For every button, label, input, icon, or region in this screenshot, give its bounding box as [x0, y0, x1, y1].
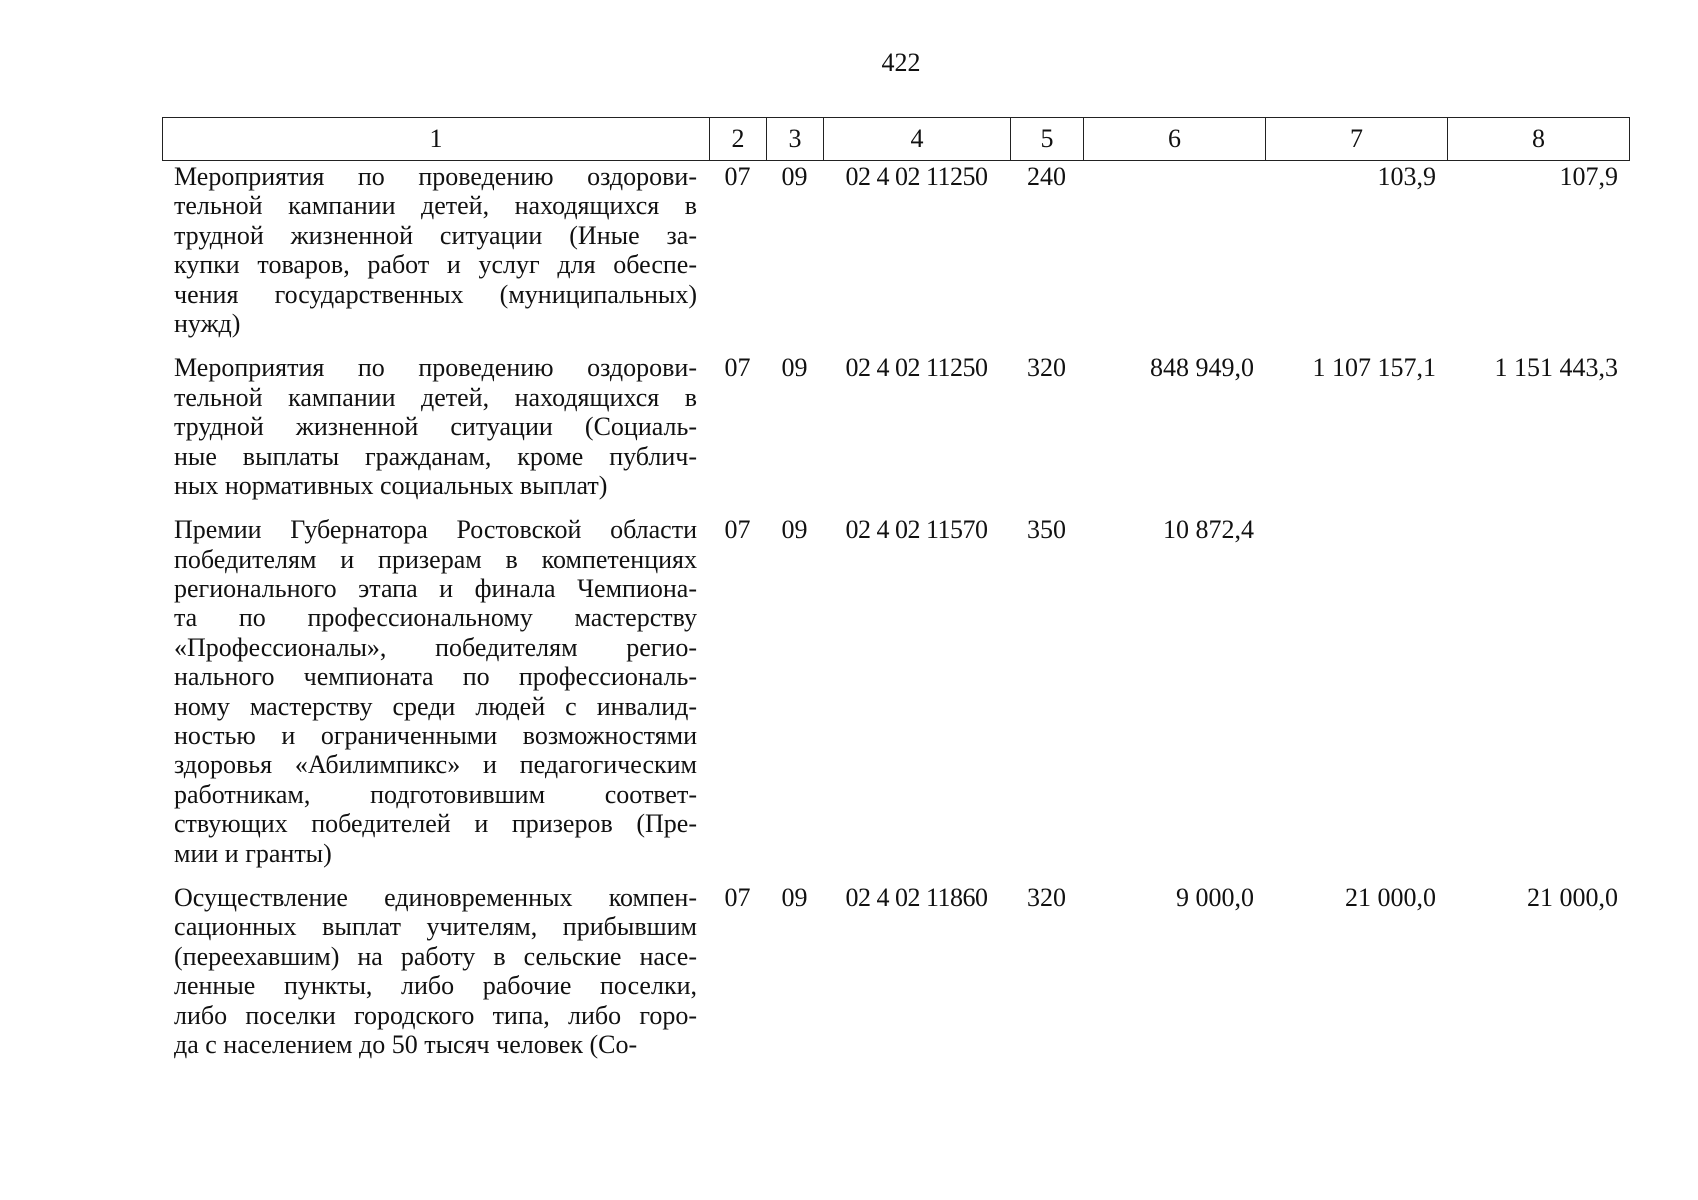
description-line: ному мастерству среди людей с инвалид-: [174, 691, 697, 721]
description-line: нужд): [174, 308, 241, 338]
description-line: чения государственных (муниципальных): [174, 279, 697, 309]
amount-col-8: [1447, 515, 1629, 883]
subsection-code: 09: [781, 515, 808, 545]
description-line: ленные пункты, либо рабочие поселки,: [174, 971, 697, 1001]
header-col-4: 4: [824, 118, 1011, 161]
header-col-8: 8: [1448, 118, 1630, 161]
section-code: 07: [724, 882, 751, 912]
amount-col-6: [1083, 162, 1265, 353]
description-line: та по профессиональному мастерству: [174, 603, 697, 633]
description-line: регионального этапа и финала Чемпиона-: [174, 574, 697, 604]
header-col-2: 2: [710, 118, 767, 161]
row-description: [162, 515, 709, 883]
subsection-code: 09: [781, 353, 808, 383]
description-line: «Профессионалы», победителям регио-: [174, 632, 697, 662]
section-code: 07: [724, 515, 751, 545]
table-header: [162, 117, 1630, 161]
table-row: [162, 515, 1629, 883]
header-col-5: 5: [1011, 118, 1084, 161]
section-code: 07: [724, 162, 751, 191]
description-line: Осуществление единовременных компен-: [174, 882, 697, 912]
target-article-code: 02 4 02 11250: [845, 353, 988, 383]
description-line: тельной кампании детей, находящихся в: [174, 382, 697, 412]
row-description: [162, 162, 709, 353]
table-row: [162, 353, 1629, 515]
target-article-code: 02 4 02 11570: [845, 515, 988, 545]
table-rows: [162, 162, 1629, 1074]
amount-col-8: 107,9: [1559, 162, 1618, 191]
description-line: купки товаров, работ и услуг для обеспе-: [174, 250, 697, 280]
table-row: [162, 162, 1629, 353]
description-line: Мероприятия по проведению оздорови-: [174, 353, 697, 383]
subsection-code: 09: [781, 882, 808, 912]
description-line: нального чемпионата по профессиональ-: [174, 662, 697, 692]
description-line: трудной жизненной ситуации (Иные за-: [174, 220, 697, 250]
amount-col-6: 848 949,0: [1150, 353, 1254, 383]
description-line: либо поселки городского типа, либо горо-: [174, 1000, 697, 1030]
header-col-7: 7: [1266, 118, 1448, 161]
description-line: здоровья «Абилимпикс» и педагогическим: [174, 750, 697, 780]
target-article-code: 02 4 02 11860: [845, 882, 988, 912]
amount-col-7: 1 107 157,1: [1312, 353, 1436, 383]
section-code: 07: [724, 353, 751, 383]
expense-type-code: 240: [1027, 162, 1066, 191]
description-line: да с населением до 50 тысяч человек (Со-: [174, 1029, 638, 1059]
description-line: (переехавшим) на работу в сельские насе-: [174, 941, 697, 971]
table-row: [162, 883, 1629, 1074]
description-line: тельной кампании детей, находящихся в: [174, 191, 697, 221]
header-row: [163, 118, 1630, 161]
subsection-code: 09: [781, 162, 808, 191]
description-line: ностью и ограниченными возможностями: [174, 721, 697, 751]
target-article-code: 02 4 02 11250: [845, 162, 988, 191]
amount-col-6: 10 872,4: [1163, 515, 1254, 545]
description-line: Мероприятия по проведению оздорови-: [174, 162, 697, 191]
description-line: победителям и призерам в компетенциях: [174, 544, 697, 574]
description-line: мии и гранты): [174, 838, 332, 868]
header-col-3: 3: [767, 118, 824, 161]
amount-col-8: 21 000,0: [1527, 882, 1618, 912]
expense-type-code: 320: [1027, 353, 1066, 383]
expense-type-code: 320: [1027, 882, 1066, 912]
table-body: [162, 162, 1629, 1074]
description-line: работникам, подготовившим соответ-: [174, 779, 697, 809]
description-line: ных нормативных социальных выплат): [174, 470, 608, 500]
amount-col-7: 103,9: [1377, 162, 1436, 191]
page-number: 422: [881, 48, 921, 77]
description-line: сационных выплат учителям, прибывшим: [174, 912, 697, 942]
description-line: трудной жизненной ситуации (Социаль-: [174, 412, 697, 442]
row-description: [162, 883, 709, 1074]
header-col-1: 1: [163, 118, 710, 161]
row-description: [162, 353, 709, 515]
description-line: ствующих победителей и призеров (Пре-: [174, 809, 697, 839]
amount-col-7: 21 000,0: [1345, 882, 1436, 912]
description-line: ные выплаты гражданам, кроме публич-: [174, 441, 697, 471]
expense-type-code: 350: [1027, 515, 1066, 545]
amount-col-8: 1 151 443,3: [1494, 353, 1618, 383]
description-line: Премии Губернатора Ростовской области: [174, 515, 697, 545]
header-col-6: 6: [1084, 118, 1266, 161]
amount-col-7: [1265, 515, 1447, 883]
amount-col-6: 9 000,0: [1176, 882, 1254, 912]
